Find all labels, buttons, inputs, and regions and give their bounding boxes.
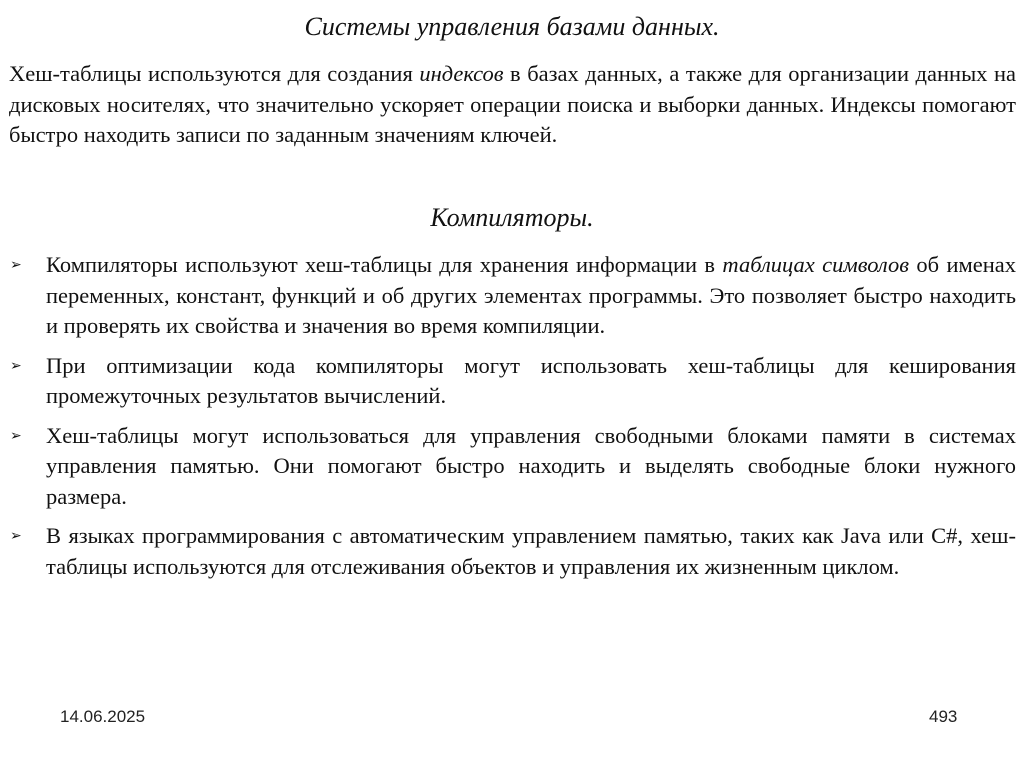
- bullet-text: [46, 423, 1016, 509]
- bullet-text: [46, 252, 1016, 338]
- text-run: в базах данных, а также для организации данных на дисковых носителях, что значительно ускоряет операции поиска и выборки данных. Индексы помогают быстро находить записи по заданным значениям ключей.: [9, 61, 1016, 147]
- section-title: Компиляторы.: [430, 203, 594, 232]
- text-run: Компиляторы используют хеш-таблицы для хранения информации в: [46, 252, 723, 277]
- list-item: [0, 250, 1024, 342]
- italic-term: таблицах символов: [722, 252, 910, 277]
- italic-term: индексов: [419, 61, 504, 86]
- bullet-text: [46, 523, 1016, 579]
- text-run: При оптимизации кода компиляторы могут использовать хеш-таблицы для кеширования промежуточных результатов вычислений.: [46, 352, 1016, 408]
- arrow-bullet-icon: ➢: [10, 427, 22, 444]
- list-item: [0, 521, 1024, 582]
- page-number: 493: [929, 707, 958, 726]
- arrow-bullet-icon: ➢: [10, 357, 22, 374]
- text-run: об именах переменных, констант, функций и об других элементах программы. Это позволяет быстро находить и проверять их свойства и значения во время компиляции.: [46, 252, 1017, 338]
- arrow-bullet-icon: ➢: [10, 257, 22, 273]
- slide-title: Системы управления базами данных.: [304, 12, 720, 41]
- text-run: Хеш-таблицы используются для создания: [9, 61, 420, 86]
- bullet-list: [0, 250, 1024, 591]
- intro-paragraph: [9, 59, 1016, 151]
- list-item: [0, 421, 1024, 513]
- bullet-text: [46, 353, 1016, 409]
- arrow-bullet-icon: ➢: [10, 528, 22, 544]
- list-item: [0, 351, 1024, 412]
- text-run: Хеш-таблицы могут использоваться для управления свободными блоками памяти в системах управления памятью. Они помогают быстро находить и выделять свободные блоки нужного размера.: [46, 422, 1016, 509]
- text-run: В языках программирования с автоматическим управлением памятью, таких как Java или C#, хеш-таблицы используются для отслеживания объектов и управления их жизненным циклом.: [46, 523, 1016, 579]
- footer-date: 14.06.2025: [60, 707, 146, 726]
